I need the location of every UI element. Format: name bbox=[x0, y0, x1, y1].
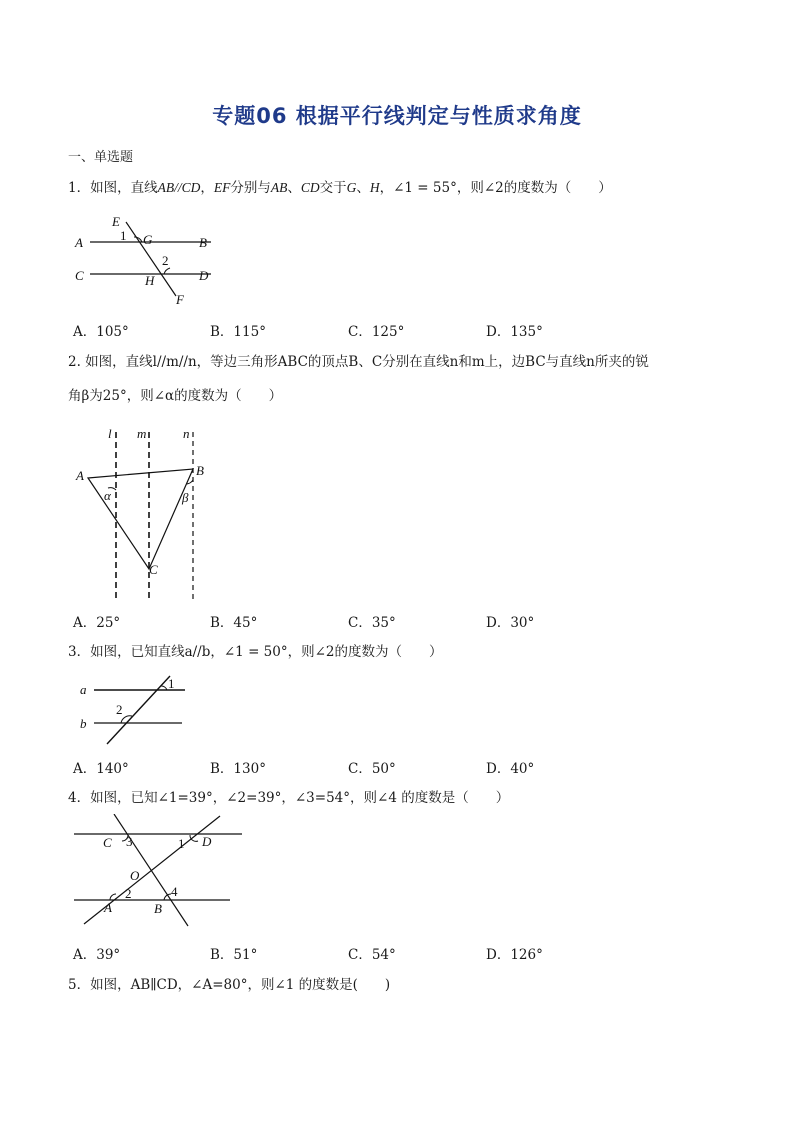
option-b[interactable]: B．45° bbox=[210, 615, 258, 631]
option-a[interactable]: A．39° bbox=[73, 947, 121, 963]
label-alpha: α bbox=[104, 488, 111, 503]
triangle-abc bbox=[88, 469, 193, 569]
line-cb bbox=[114, 814, 188, 926]
label-b: B bbox=[199, 235, 207, 250]
label-c: C bbox=[103, 835, 112, 850]
label-c: C bbox=[149, 562, 158, 577]
label-a: A bbox=[76, 468, 84, 483]
question-1-figure bbox=[68, 210, 228, 310]
question-4-figure bbox=[70, 814, 250, 934]
label-angle-2: 2 bbox=[162, 253, 169, 268]
option-b[interactable]: B．115° bbox=[210, 324, 266, 340]
label-g: G bbox=[143, 232, 153, 247]
option-c[interactable]: C．50° bbox=[348, 761, 396, 777]
option-a[interactable]: A．25° bbox=[73, 615, 121, 631]
label-beta: β bbox=[182, 490, 189, 505]
option-c[interactable]: C．54° bbox=[348, 947, 396, 963]
label-b: b bbox=[80, 716, 87, 731]
label-n: n bbox=[183, 426, 190, 441]
label-b: B bbox=[196, 463, 204, 478]
label-angle-2: 2 bbox=[125, 886, 132, 901]
question-3-stem: 3．如图，已知直线a//b，∠1 = 50°，则∠2的度数为（ ） bbox=[68, 644, 443, 660]
label-b: B bbox=[154, 901, 162, 916]
label-o: O bbox=[130, 868, 140, 883]
question-2-figure bbox=[70, 422, 230, 607]
section-heading: 一、单选题 bbox=[68, 150, 134, 165]
question-2-stem-line-1: 2. 如图，直线l//m//n，等边三角形ABC的顶点B、C分别在直线n和m上，边BC与直线n所夹的锐 bbox=[68, 354, 649, 370]
option-a[interactable]: A．140° bbox=[73, 761, 129, 777]
label-d: D bbox=[202, 834, 212, 849]
label-a: a bbox=[80, 682, 87, 697]
label-h: H bbox=[145, 273, 155, 288]
label-angle-1: 1 bbox=[120, 228, 127, 243]
label-c: C bbox=[75, 268, 84, 283]
question-4-stem: 4．如图，已知∠1=39°，∠2=39°，∠3=54°，则∠4 的度数是（ ） bbox=[68, 790, 510, 806]
label-a: A bbox=[75, 235, 83, 250]
label-angle-4: 4 bbox=[171, 884, 178, 899]
option-a[interactable]: A．105° bbox=[73, 324, 129, 340]
option-b[interactable]: B．51° bbox=[210, 947, 258, 963]
page-title: 专题06 根据平行线判定与性质求角度 bbox=[212, 104, 582, 128]
label-d: D bbox=[199, 268, 209, 283]
label-l: l bbox=[108, 426, 112, 441]
label-angle-2: 2 bbox=[116, 702, 123, 717]
question-3-figure bbox=[70, 672, 200, 752]
option-c[interactable]: C．35° bbox=[348, 615, 396, 631]
label-a: A bbox=[104, 900, 112, 915]
option-d[interactable]: D．126° bbox=[486, 947, 543, 963]
label-f: F bbox=[176, 292, 184, 307]
option-d[interactable]: D．135° bbox=[486, 324, 543, 340]
label-angle-1: 1 bbox=[168, 676, 175, 691]
label-m: m bbox=[137, 426, 147, 441]
question-5-stem: 5．如图，AB∥CD，∠A=80°，则∠1 的度数是( ) bbox=[68, 977, 391, 993]
label-angle-1: 1 bbox=[178, 836, 185, 851]
option-c[interactable]: C．125° bbox=[348, 324, 405, 340]
option-d[interactable]: D．30° bbox=[486, 615, 535, 631]
question-1-stem: 1．如图，直线AB//CD，EF分别与AB、CD交于G、H，∠1 = 55°，则∠2的度数为（ ） bbox=[68, 180, 612, 196]
question-2-stem-line-2: 角β为25°，则∠α的度数为（ ） bbox=[68, 388, 283, 404]
label-angle-3: 3 bbox=[126, 834, 133, 849]
option-b[interactable]: B．130° bbox=[210, 761, 266, 777]
angle-2-arc bbox=[164, 268, 170, 274]
option-d[interactable]: D．40° bbox=[486, 761, 535, 777]
label-e: E bbox=[112, 214, 120, 229]
